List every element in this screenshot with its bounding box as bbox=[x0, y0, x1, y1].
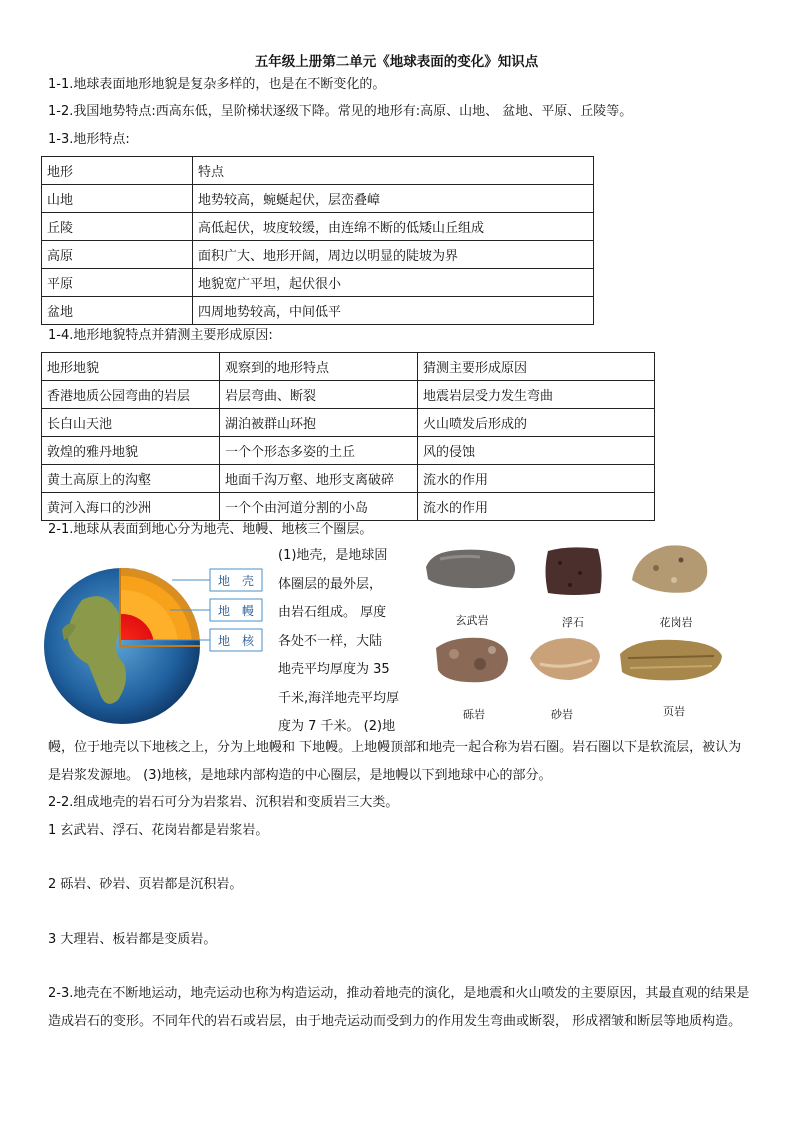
table-cell: 流水的作用 bbox=[418, 493, 655, 521]
shale-image bbox=[616, 634, 726, 686]
rock-label-sandstone: 砂岩 bbox=[551, 708, 573, 721]
text-line: 度为 7 千米。 (2)地 bbox=[278, 719, 396, 734]
rock-shape bbox=[620, 640, 722, 681]
earth-structure-diagram bbox=[42, 560, 272, 730]
point-2-3: 2-3.地壳在不断地运动，地壳运动也称为构造运动，推动着地壳的演化，是地震和火山喷发的主要原因，其最直观的结果是造成岩石的变形。不同年代的岩石或岩层，由于地壳运动而受到力的作用发生弯曲或断裂， 形成褶皱和断层等地质构造。 bbox=[48, 986, 750, 1029]
conglomerate-image bbox=[432, 634, 512, 686]
crust-description bbox=[278, 542, 414, 742]
table-cell: 黄土高原上的沟壑 bbox=[42, 465, 220, 493]
table-row bbox=[42, 157, 594, 185]
table-cell: 湖泊被群山环抱 bbox=[220, 409, 418, 437]
pumice-image bbox=[540, 543, 606, 599]
granite-image bbox=[626, 540, 712, 596]
text-line: 由岩石组成。 厚度 bbox=[278, 605, 387, 620]
text-line: 千米,海洋地壳平均厚 bbox=[278, 690, 400, 706]
table-cell: 高低起伏，坡度较缓，由连绵不断的低矮山丘组成 bbox=[193, 213, 594, 241]
table-row bbox=[42, 409, 655, 437]
text-line: 各处不一样，大陆 bbox=[278, 633, 383, 649]
label-crust: 地 壳 bbox=[217, 574, 255, 588]
point-1-2: 1-2.我国地势特点:西高东低，呈阶梯状逐级下降。常见的地形有:高原、山地、 盆地、平原、丘陵等。 bbox=[48, 104, 633, 119]
point-1-4: 1-4.地形地貌特点并猜测主要形成原因: bbox=[48, 328, 273, 343]
table-row bbox=[42, 241, 594, 269]
table-cell: 地震岩层受力发生弯曲 bbox=[418, 381, 655, 409]
table-cell: 四周地势较高，中间低平 bbox=[193, 297, 594, 325]
table-cell: 观察到的地形特点 bbox=[220, 353, 418, 381]
table-row bbox=[42, 185, 594, 213]
point-2-2: 2-2.组成地壳的岩石可分为岩浆岩、沉积岩和变质岩三大类。 bbox=[48, 795, 399, 810]
landform-cause-table bbox=[41, 352, 655, 521]
table-row bbox=[42, 493, 655, 521]
rock-type-1: 1 玄武岩、浮石、花岗岩都是岩浆岩。 bbox=[48, 823, 269, 838]
rock-shape bbox=[436, 638, 508, 683]
table-cell: 地形 bbox=[42, 157, 193, 185]
page-title: 五年级上册第二单元《地球表面的变化》知识点 bbox=[254, 54, 539, 70]
point-1-3: 1-3.地形特点: bbox=[48, 132, 130, 147]
basalt-image bbox=[420, 545, 520, 593]
rock-pore bbox=[568, 583, 572, 587]
table-row bbox=[42, 437, 655, 465]
table-cell: 山地 bbox=[42, 185, 193, 213]
table-cell: 高原 bbox=[42, 241, 193, 269]
table-cell: 敦煌的雅丹地貌 bbox=[42, 437, 220, 465]
table-cell: 猜测主要形成原因 bbox=[418, 353, 655, 381]
text-line: 体圈层的最外层， bbox=[278, 576, 383, 592]
rock-pebble bbox=[474, 658, 486, 670]
table-cell: 丘陵 bbox=[42, 213, 193, 241]
table-cell: 黄河入海口的沙洲 bbox=[42, 493, 220, 521]
rock-pore bbox=[578, 571, 582, 575]
point-1-1: 1-1.地球表面地形地貌是复杂多样的，也是在不断变化的。 bbox=[48, 77, 386, 92]
table-cell: 地面千沟万壑、地形支离破碎 bbox=[220, 465, 418, 493]
table-cell: 盆地 bbox=[42, 297, 193, 325]
label-mantle: 地 幔 bbox=[217, 604, 255, 618]
table-cell: 流水的作用 bbox=[418, 465, 655, 493]
table-row bbox=[42, 381, 655, 409]
table-row bbox=[42, 213, 594, 241]
table-cell: 地形地貌 bbox=[42, 353, 220, 381]
point-2-1: 2-1.地球从表面到地心分为地壳、地幔、地核三个圈层。 bbox=[48, 522, 373, 537]
rock-label-conglomerate: 砾岩 bbox=[463, 708, 485, 721]
rock-label-shale: 页岩 bbox=[663, 705, 685, 718]
table-cell: 一个个形态多姿的土丘 bbox=[220, 437, 418, 465]
rock-label-pumice: 浮石 bbox=[562, 616, 584, 629]
text-line: (1)地壳，是地球固 bbox=[278, 548, 388, 563]
table-cell: 面积广大、地形开阔，周边以明显的陡坡为界 bbox=[193, 241, 594, 269]
table-cell: 特点 bbox=[193, 157, 594, 185]
rock-pebble bbox=[449, 649, 459, 659]
table-row bbox=[42, 353, 655, 381]
rock-shape bbox=[632, 545, 707, 592]
rock-type-2: 2 砾岩、砂岩、页岩都是沉积岩。 bbox=[48, 877, 243, 892]
text-line: 地壳平均厚度为 35 bbox=[278, 662, 390, 677]
table-cell: 长白山天池 bbox=[42, 409, 220, 437]
rock-label-granite: 花岗岩 bbox=[659, 616, 693, 629]
rock-shape bbox=[546, 547, 602, 595]
table-cell: 地势较高，蜿蜒起伏，层峦叠嶂 bbox=[193, 185, 594, 213]
rock-type-3: 3 大理岩、板岩都是变质岩。 bbox=[48, 932, 217, 947]
landform-table bbox=[41, 156, 594, 325]
table-row bbox=[42, 465, 655, 493]
table-row bbox=[42, 269, 594, 297]
rock-pebble bbox=[488, 646, 496, 654]
rock-grain bbox=[671, 577, 677, 583]
rock-shape bbox=[530, 638, 600, 680]
rock-grain bbox=[653, 565, 659, 571]
rock-label-basalt: 玄武岩 bbox=[455, 614, 489, 627]
label-core: 地 核 bbox=[217, 634, 255, 648]
rock-grain bbox=[679, 558, 684, 563]
table-cell: 地貌宽广平坦，起伏很小 bbox=[193, 269, 594, 297]
table-cell: 火山喷发后形成的 bbox=[418, 409, 655, 437]
table-cell: 平原 bbox=[42, 269, 193, 297]
table-cell: 风的侵蚀 bbox=[418, 437, 655, 465]
table-cell: 一个个由河道分割的小岛 bbox=[220, 493, 418, 521]
table-cell: 香港地质公园弯曲的岩层 bbox=[42, 381, 220, 409]
table-cell: 岩层弯曲、断裂 bbox=[220, 381, 418, 409]
table-row bbox=[42, 297, 594, 325]
rock-pore bbox=[558, 561, 562, 565]
sandstone-image bbox=[526, 634, 604, 684]
mantle-core-description: 幔，位于地壳以下地核之上，分为上地幔和 下地幔。上地幔顶部和地壳一起合称为岩石圈。岩石圈以下是软流层，被认为是岩浆发源地。 (3)地核，是地球内部构造的中心圈层，是地幔以下到地球中心的部分。 bbox=[48, 740, 742, 783]
